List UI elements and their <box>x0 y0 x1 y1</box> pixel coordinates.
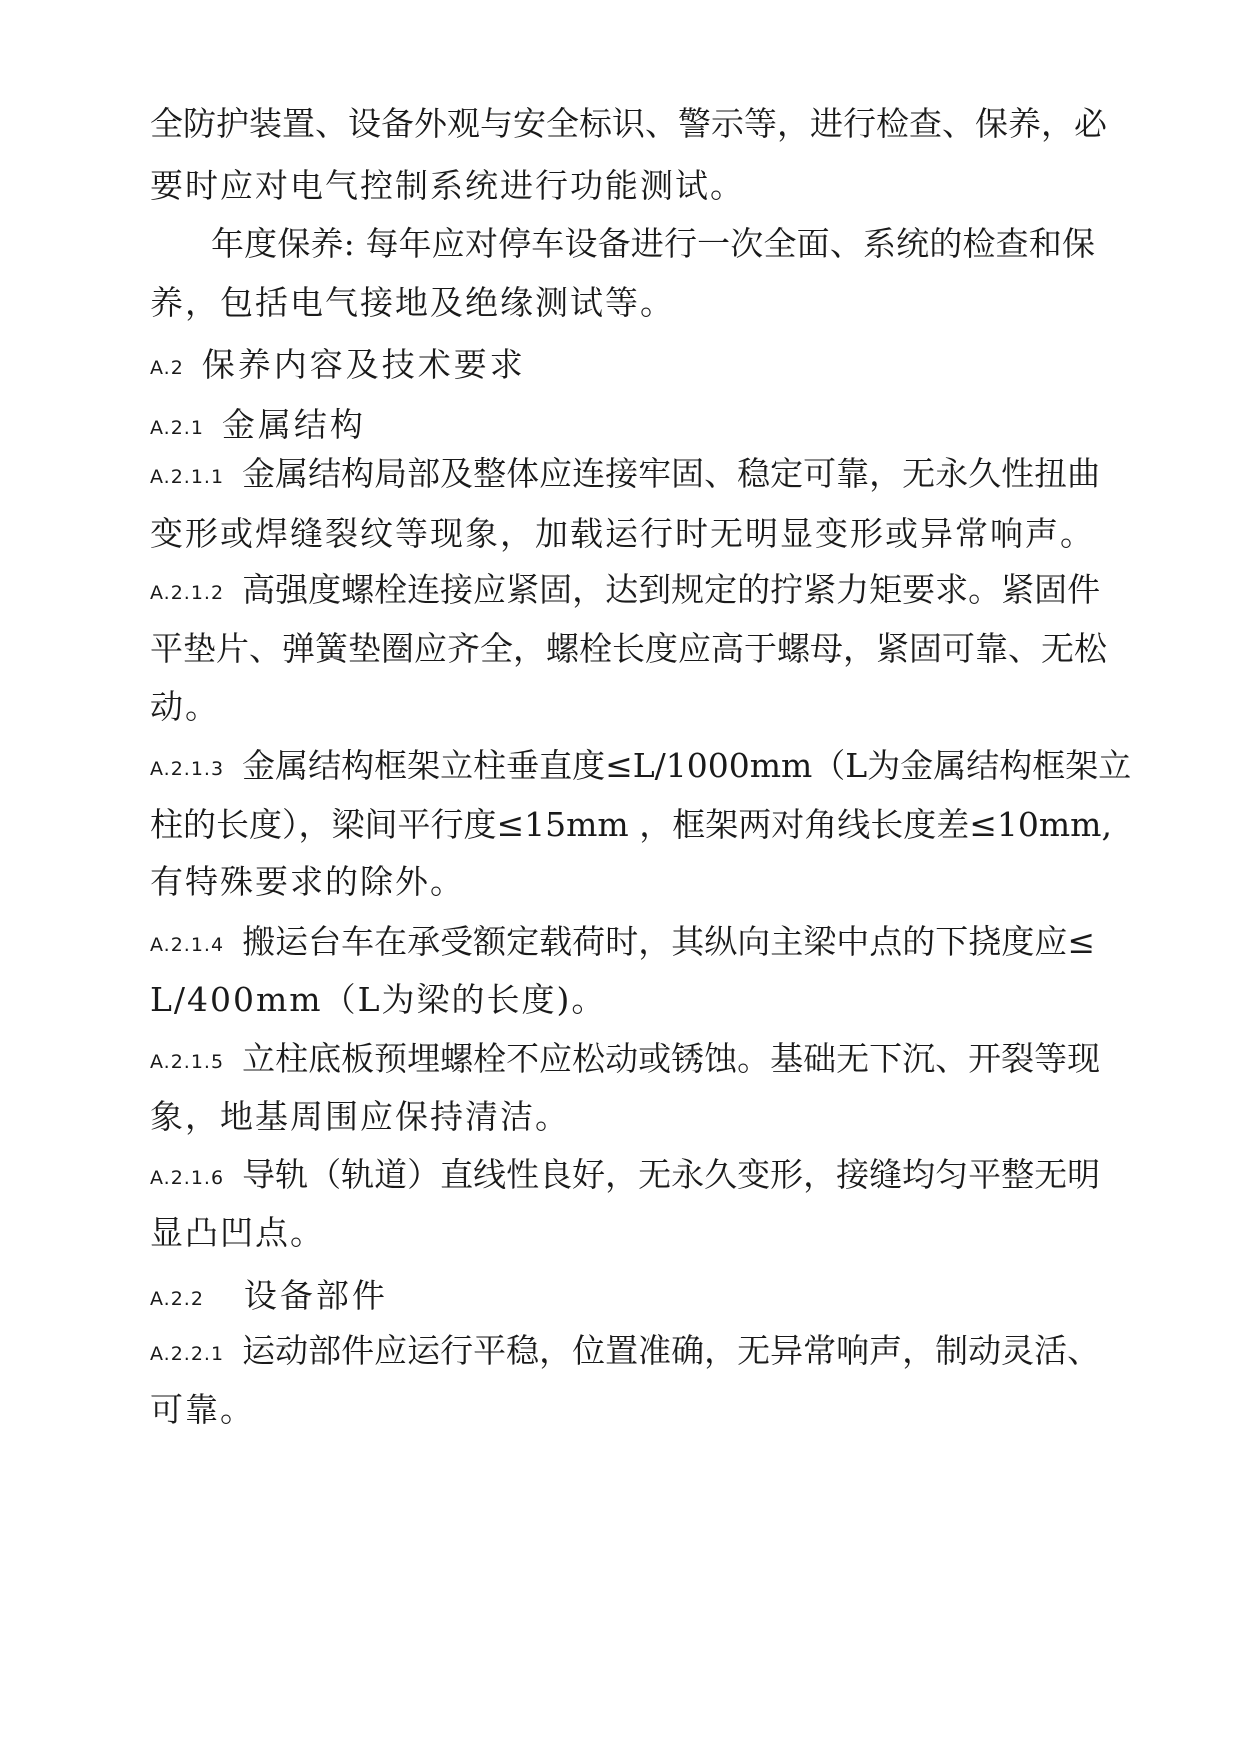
clause-text: 高强度螺栓连接应紧固，达到规定的拧紧力矩要求。紧固件 <box>242 570 1101 609</box>
clause-text: 运动部件应运行平稳，位置准确，无异常响声，制动灵活、 <box>242 1331 1101 1370</box>
section-a22-heading <box>150 1276 388 1319</box>
clause-number: A.2.1.2 <box>150 582 225 604</box>
clause-text: 金属结构局部及整体应连接牢固、稳定可靠，无永久性扭曲 <box>242 454 1101 493</box>
section-title: 保养内容及技术要求 <box>201 345 526 384</box>
para2-line1: 年度保养: 每年应对停车设备进行一次全面、系统的检查和保 <box>211 224 1095 263</box>
clause-a213-line2: 柱的长度），梁间平行度≤15mm ，框架两对角线长度差≤10mm, <box>150 805 1112 844</box>
section-title: 金属结构 <box>221 405 366 444</box>
section-a2-heading <box>150 345 526 388</box>
clause-a215-line1 <box>150 1039 1101 1082</box>
clause-a215-line2: 象，地基周围应保持清洁。 <box>150 1097 570 1136</box>
section-a21-heading <box>150 405 366 448</box>
clause-a216-line1 <box>150 1155 1101 1198</box>
clause-a211-line1 <box>150 454 1101 497</box>
clause-a212-line2: 平垫片、弹簧垫圈应齐全，螺栓长度应高于螺母，紧固可靠、无松 <box>150 629 1107 668</box>
clause-a212-line1 <box>150 570 1101 613</box>
clause-number: A.2.1.6 <box>150 1167 225 1189</box>
clause-text: 搬运台车在承受额定载荷时，其纵向主梁中点的下挠度应≤ <box>242 922 1095 961</box>
clause-a213-line3: 有特殊要求的除外。 <box>150 862 465 901</box>
para1-line1: 全防护装置、设备外观与安全标识、警示等，进行检查、保养，必 <box>150 104 1107 143</box>
clause-a213-line1 <box>150 746 1132 789</box>
para1-line2: 要时应对电气控制系统进行功能测试。 <box>150 166 745 205</box>
clause-number: A.2.1.5 <box>150 1051 225 1073</box>
clause-a221-line2: 可靠。 <box>150 1390 255 1429</box>
clause-a214-line2: L/400mm（L为梁的长度)。 <box>150 980 607 1019</box>
para2-line2: 养，包括电气接地及绝缘测试等。 <box>150 283 675 322</box>
section-title: 设备部件 <box>243 1276 388 1315</box>
clause-a216-line2: 显凸凹点。 <box>150 1213 325 1252</box>
clause-number: A.2.1.1 <box>150 466 225 488</box>
clause-a211-line2: 变形或焊缝裂纹等现象，加载运行时无明显变形或异常响声。 <box>150 514 1095 553</box>
clause-text: 金属结构框架立柱垂直度≤L/1000mm（L为金属结构框架立 <box>242 746 1132 785</box>
clause-number: A.2.1.4 <box>150 934 225 956</box>
clause-text: 导轨（轨道）直线性良好，无永久变形，接缝均匀平整无明 <box>242 1155 1101 1194</box>
clause-a214-line1 <box>150 922 1095 965</box>
section-number: A.2.2 <box>150 1288 204 1310</box>
clause-text: 立柱底板预埋螺栓不应松动或锈蚀。基础无下沉、开裂等现 <box>242 1039 1101 1078</box>
clause-a212-line3: 动。 <box>150 687 220 726</box>
section-number: A.2.1 <box>150 417 204 439</box>
section-number: A.2 <box>150 357 184 379</box>
clause-number: A.2.2.1 <box>150 1343 225 1365</box>
clause-number: A.2.1.3 <box>150 758 225 780</box>
clause-a221-line1 <box>150 1331 1101 1374</box>
